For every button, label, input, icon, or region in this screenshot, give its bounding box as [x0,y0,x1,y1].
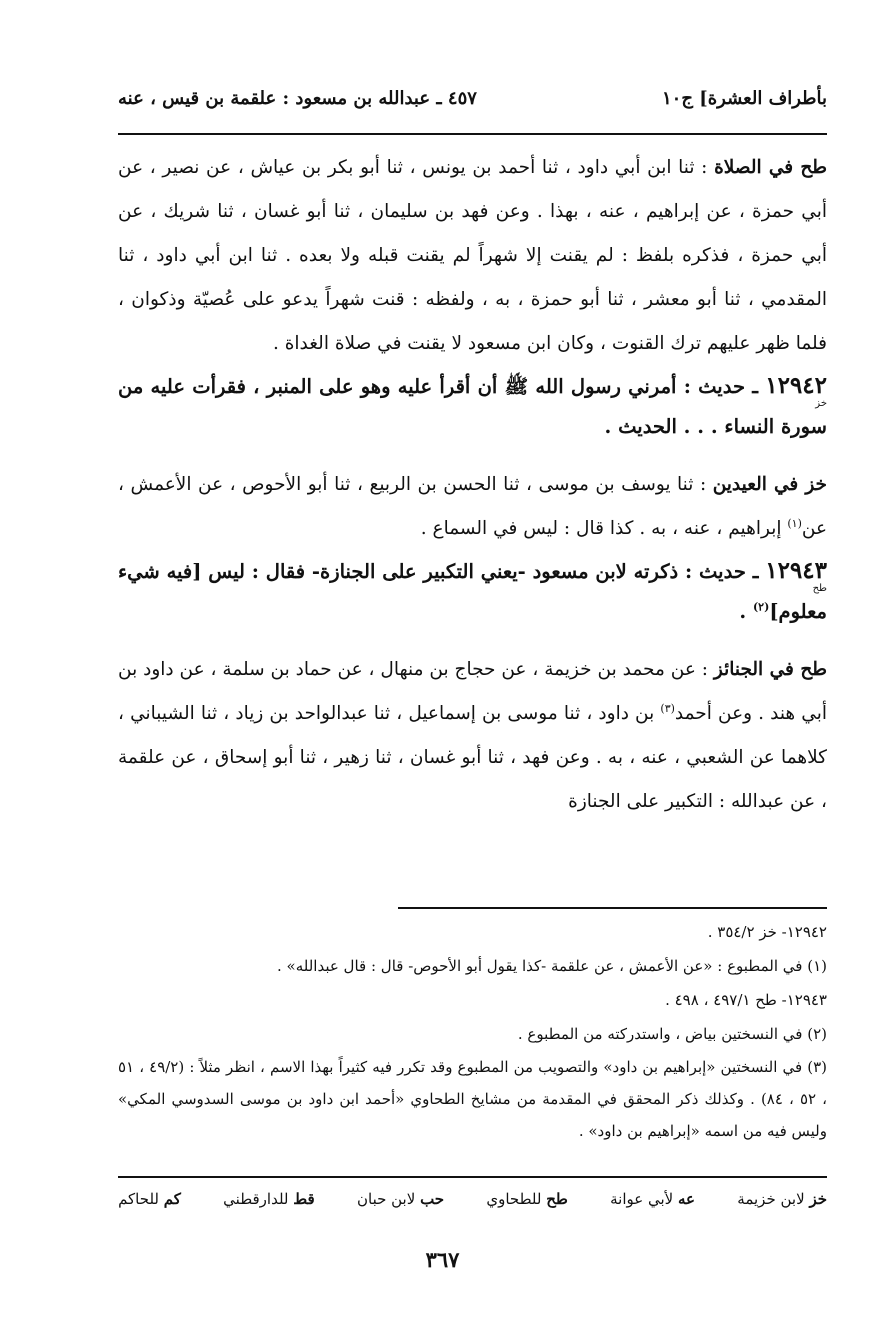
footnote: (٢) في النسختين بياض ، واستدركته من المطبوع . [517,1025,827,1043]
footnote: ١٢٩٤٣- طح ٤٩٧/١ ، ٤٩٨ . [665,991,827,1009]
entry-text: ـ حديث : أمرني رسول الله ﷺ أن أقرأ عليه وهو على المنبر ، فقرأت عليه من سورة النساء . . . الحديث . [118,375,827,438]
footnote: ١٢٩٤٢- خز ٣٥٤/٢ . [707,923,827,941]
hadith-entry-12942 [118,366,827,447]
footnote-divider [398,907,827,909]
source-lead: طح في الصلاة [714,157,827,178]
header-divider [118,133,827,135]
abbreviation-item: طح للطحاوي [486,1190,568,1208]
main-text [118,146,827,824]
paragraph-text: : ثنا ابن أبي داود ، ثنا أحمد بن يونس ، ثنا أبو بكر بن عياش ، عن نصير ، عن أبي حمزة ، عن إبراهيم ، عنه ، بهذا . وعن فهد بن سليمان ، ثنا أبو غسان ، ثنا شريك ، عن أبي حمزة ، فذكره بلفظ : لم يقنت إلا شهراً لم يقنت قبله ولا بعده . ثنا ابن أبي داود ، ثنا المقدمي ، ثنا أبو معشر ، ثنا أبو حمزة ، به ، ولفظه : قنت شهراً يدعو على عُصيّة وذكوان ، فلما ظهر عليهم ترك القنوت ، وكان ابن مسعود لا يقنت في صلاة الغداة . [118,157,827,354]
paragraph-text: بن داود ، ثنا موسى بن إسماعيل ، ثنا عبدالواحد بن زياد ، ثنا الشيباني ، كلاهما عن الشعبي ، عنه ، به . وعن فهد ، ثنا أبو غسان ، ثنا زهير ، ثنا أبو إسحاق ، عن علقمة ، عن عبدالله : التكبير على الجنازة [118,703,827,812]
entry-text: . [739,600,753,623]
hadith-entry-12943 [118,551,827,632]
entry-source-code: خز [815,398,827,409]
source-lead: خز في العيدين [712,474,827,495]
running-head-chapter: ٤٥٧ ـ عبدالله بن مسعود : علقمة بن قيس ، عنه [118,88,477,109]
paragraph-text: : عن محمد بن خزيمة ، عن حجاج بن منهال ، عن حماد بن سلمة ، عن داود بن أبي هند . وعن أحمد [118,659,827,724]
abbreviation-item: حب لابن حبان [356,1190,445,1208]
entry-text: ـ حديث : ذكرته لابن مسعود -يعني التكبير على الجنازة- فقال : ليس [فيه شيء معلوم] [118,560,827,623]
running-head [118,88,827,109]
source-lead: طح في الجنائز [713,659,827,680]
entry-number: ١٢٩٤٢ خز [765,372,827,409]
abbreviation-key [118,1190,827,1208]
abbreviation-item: قط للدارقطني [223,1190,315,1208]
footer-divider [118,1176,827,1178]
paragraph-text: إبراهيم ، عنه ، به . كذا قال : ليس في السماع . [420,518,788,539]
abbreviation-item: خز لابن خزيمة [737,1190,827,1208]
paragraph-salah [118,146,827,366]
footnotes [118,915,827,1147]
footnote-marker: (١) [787,516,802,530]
page-number: ٣٦٧ [425,1247,460,1272]
paragraph-text: : ثنا يوسف بن موسى ، ثنا الحسن بن الربيع ، ثنا أبو الأحوص ، عن الأعمش ، عن [118,474,827,539]
abbreviation-item: كم للحاكم [118,1190,181,1208]
footnote: (٣) في النسختين «إبراهيم بن داود» والتصويب من المطبوع وقد تكرر فيه كثيراً بهذا الاسم ، انظر مثلاً : (٤٩/٢ ، ٥١ ، ٥٢ ، ٨٤) . وكذلك ذكر المحقق في المقدمة من مشايخ الطحاوي «أحمد ابن داود بن موسى السدوسي المكي» وليس فيه من اسمه «إبراهيم بن داود» . [118,1058,827,1140]
footnote: (١) في المطبوع : «عن الأعمش ، عن علقمة -كذا يقول أبو الأحوص- قال : قال عبدالله» . [276,957,827,975]
abbreviation-item: عه لأبي عوانة [610,1190,696,1208]
footnote-marker: (٣) [660,701,675,715]
paragraph-janaiz [118,648,827,824]
footnote-marker: (٢) [752,600,770,614]
running-head-volume: بأطراف العشرة] ج١٠ [661,88,827,109]
paragraph-eidain [118,463,827,551]
entry-number: ١٢٩٤٣ طح [765,557,827,594]
entry-source-code: طح [812,583,827,594]
